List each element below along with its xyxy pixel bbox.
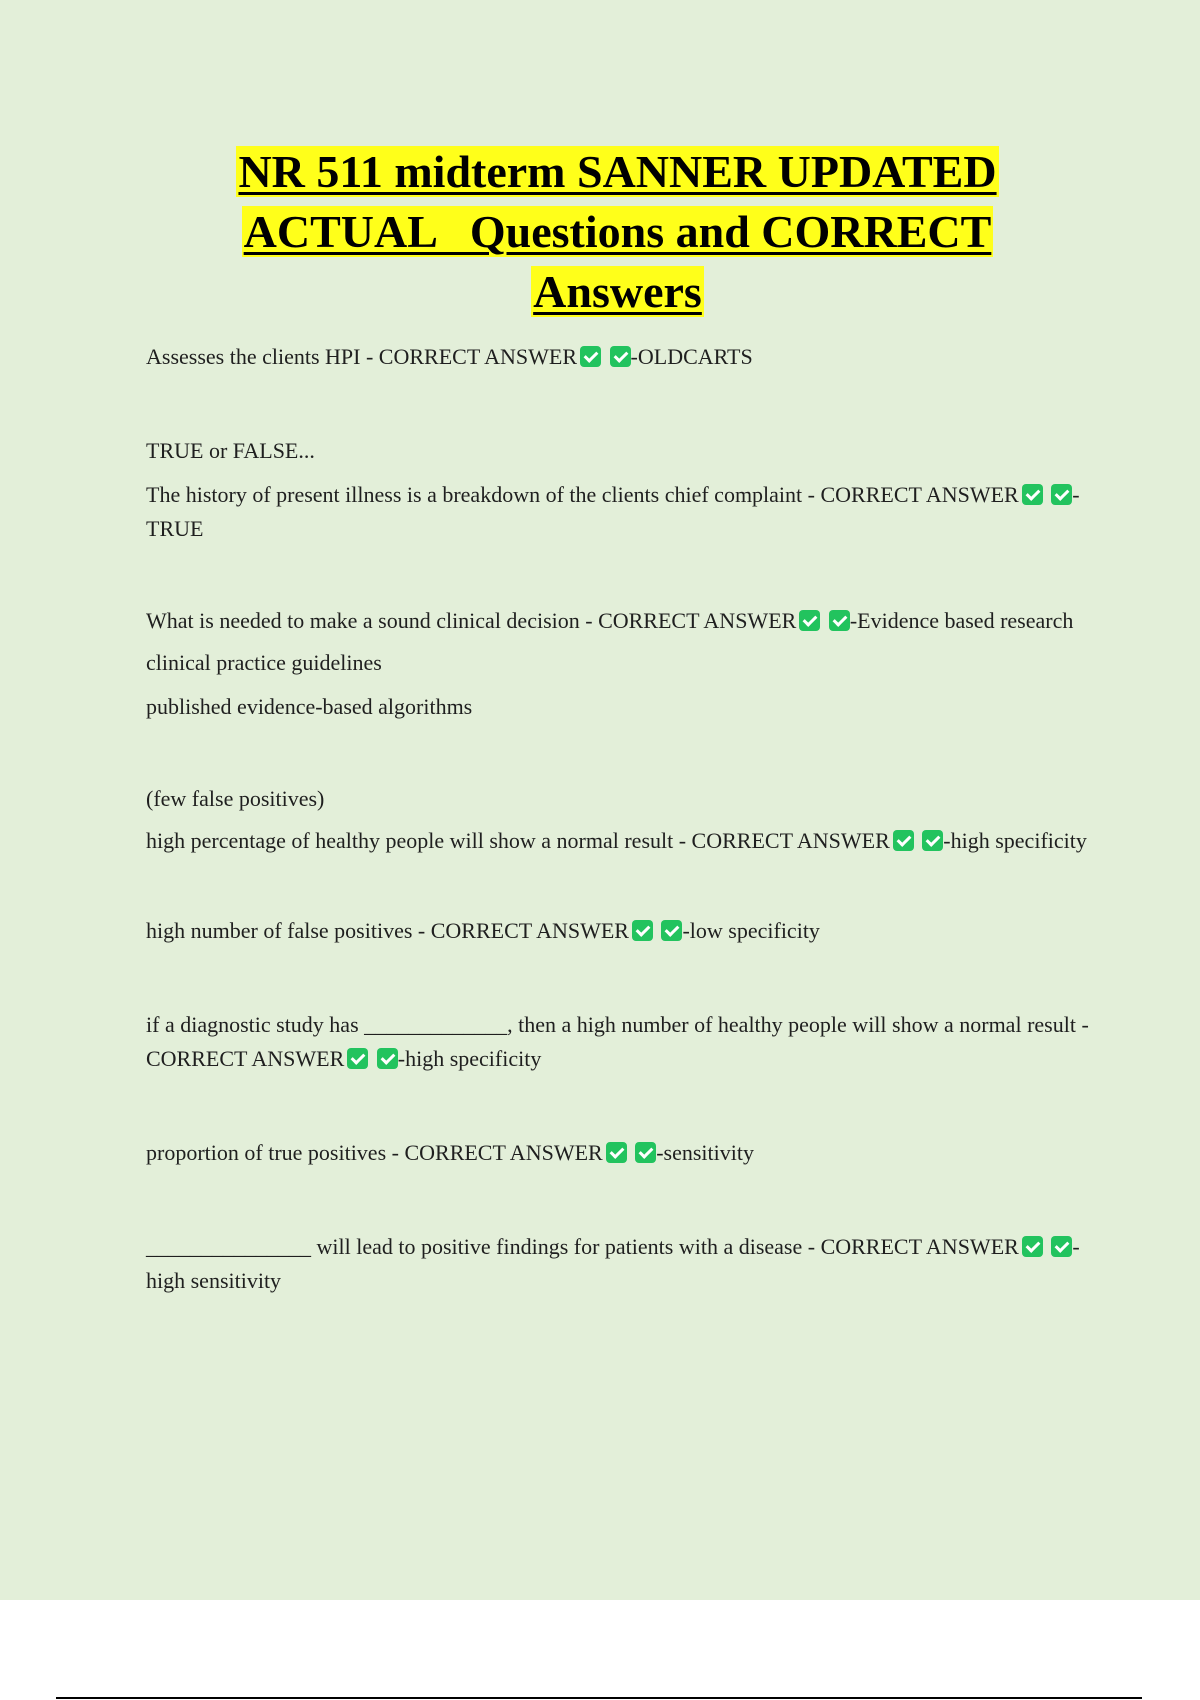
qa-item [146,826,1096,856]
document-title [140,142,1095,322]
check-icon [1022,484,1043,505]
check-icon [799,610,820,631]
question-text: proportion of true positives - CORRECT ANSWER [146,1140,603,1165]
qa-item [146,606,1096,636]
question-text: high percentage of healthy people will show a normal result - CORRECT ANSWER [146,828,890,853]
check-icon [661,920,682,941]
check-icon [347,1048,368,1069]
check-icon [635,1142,656,1163]
answer-text: -Evidence based research [849,608,1074,633]
check-icon [1051,1236,1072,1257]
check-icon [1051,484,1072,505]
answer-text: -low specificity [682,918,820,943]
answer-text: -sensitivity [656,1140,754,1165]
question-text: Assesses the clients HPI - CORRECT ANSWER [146,344,578,369]
title-line-3: Answers [533,266,702,317]
question-text: _______________ will lead to positive findings for patients with a disease - CORRECT ANSWER [146,1234,1019,1259]
check-icon [632,920,653,941]
qa-item [146,1136,1096,1170]
check-icon [377,1048,398,1069]
answer-extra-line: clinical practice guidelines [146,650,382,675]
question-text: The history of present illness is a breakdown of the clients chief complaint - CORRECT ANSWER [146,482,1019,507]
check-icon [893,830,914,851]
answer-text: -high sensitivity [146,1234,1080,1293]
check-icon [829,610,850,631]
answer-text: -high specificity [943,828,1087,853]
footer-rule [56,1697,1142,1699]
qa-item [146,478,1096,546]
check-icon [580,346,601,367]
check-icon [606,1142,627,1163]
check-icon [610,346,631,367]
question-text: high number of false positives - CORRECT ANSWER [146,918,629,943]
answer-text: -TRUE [146,482,1080,541]
question-text: What is needed to make a sound clinical decision - CORRECT ANSWER [146,608,797,633]
answer-text: -high specificity [397,1046,542,1071]
check-icon [922,830,943,851]
title-line-1: NR 511 midterm SANNER UPDATED [238,146,997,197]
answer-extra-line: published evidence-based algorithms [146,694,473,719]
qa-item [146,1008,1096,1076]
qa-list [146,340,1096,1298]
question-text: if a diagnostic study has _____________, then a high number of healthy people will show a normal result - CORRECT ANSWER [146,1012,1089,1071]
title-line-2: ACTUAL Questions and CORRECT [243,206,992,257]
qa-prefix: (few false positives) [146,786,325,811]
qa-item [146,340,1096,374]
qa-prefix: TRUE or FALSE... [146,438,315,463]
check-icon [1022,1236,1043,1257]
answer-text: -OLDCARTS [630,344,753,369]
qa-item [146,914,1096,948]
qa-item [146,1230,1096,1298]
